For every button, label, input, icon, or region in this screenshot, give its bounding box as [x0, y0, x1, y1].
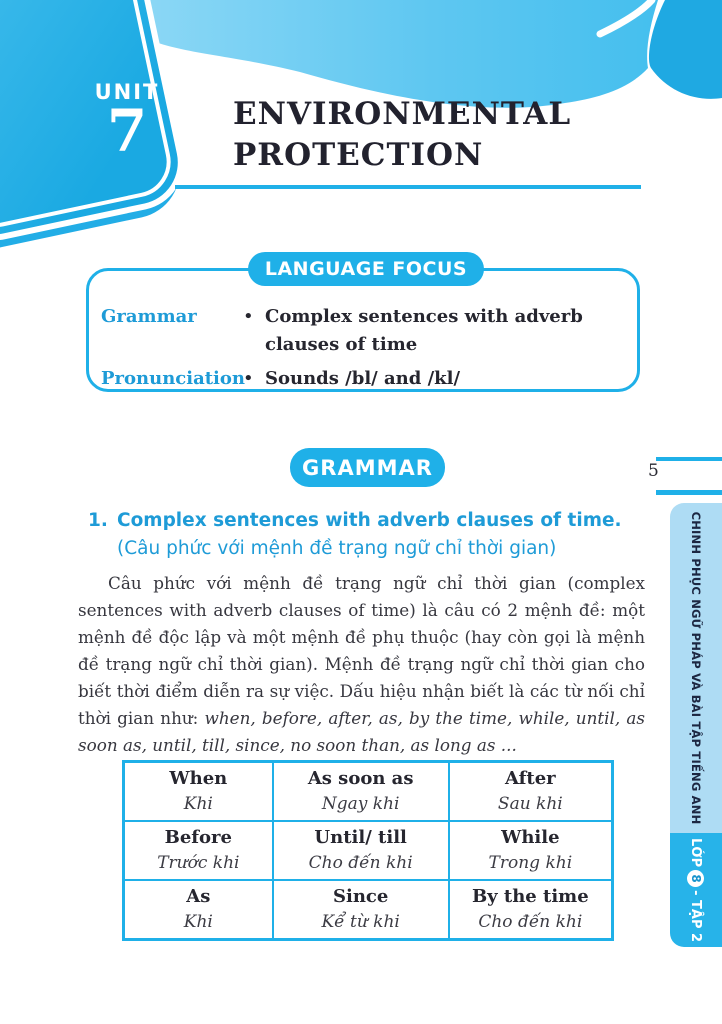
page-title-line1: ENVIRONMENTAL [233, 96, 572, 132]
section-heading [88, 510, 622, 531]
cell-en: As [186, 886, 211, 907]
focus-row-grammar [101, 303, 623, 359]
focus-label: Grammar [101, 306, 197, 327]
cell-en: When [169, 768, 228, 789]
focus-text: Complex sentences with adverb clauses of time [265, 306, 583, 355]
paragraph-text: Câu phức với mệnh đề trạng ngữ chỉ thời gian (complex sentences with adverb clauses of time) là câu có 2 mệnh đề: một mệnh đề độc lập và một mệnh đề phụ thuộc (hay còn gọi là mệnh đề trạng ngữ chỉ thời gian). Mệnh đề trạng ngữ chỉ thời gian cho biết thời điểm diễn ra sự việc. Dấu hiệu nhận biết là các từ nối chỉ thời gian như: [78, 573, 645, 728]
cell-vi: Khi [183, 912, 213, 932]
cell-vi: Trong khi [488, 853, 573, 873]
cell-vi: Cho đến khi [308, 853, 413, 873]
page-number-rule-top [656, 457, 722, 461]
language-focus-box [86, 268, 640, 392]
cell-en: As soon as [307, 768, 414, 789]
sidebar-tab-series [670, 503, 722, 833]
cell-vi: Cho đến khi [478, 912, 583, 932]
section-heading-vi: (Câu phức với mệnh đề trạng ngữ chỉ thời gian) [117, 538, 557, 559]
cell-en: By the time [471, 886, 589, 907]
volume-number-badge: 8 [688, 870, 705, 887]
table-cell [124, 821, 273, 880]
page-title-line2: PROTECTION [233, 137, 484, 173]
focus-row-pronunciation [101, 365, 623, 393]
table-cell [273, 762, 449, 822]
bullet-icon: • [243, 368, 254, 389]
cell-vi: Khi [183, 794, 213, 814]
focus-text: Sounds /bl/ and /kl/ [265, 368, 461, 389]
table-row [124, 821, 613, 880]
section-heading-text: Complex sentences with adverb clauses of time. [117, 510, 622, 531]
table-cell [273, 880, 449, 940]
table-cell [449, 762, 613, 822]
title-underline [175, 185, 641, 189]
conjunction-table [122, 760, 614, 941]
cell-vi: Sau khi [497, 794, 563, 814]
header-wedge-shape [649, 0, 722, 99]
table-row [124, 880, 613, 940]
table-cell [273, 821, 449, 880]
grammar-badge: GRAMMAR [290, 448, 445, 487]
language-focus-badge: LANGUAGE FOCUS [248, 252, 484, 286]
cell-en: Before [164, 827, 232, 848]
sidebar-volume-text [670, 833, 722, 947]
table-cell [449, 821, 613, 880]
section-number: 1. [88, 510, 108, 531]
table-cell [124, 880, 273, 940]
sidebar-series-title: CHINH PHỤC NGỮ PHÁP VÀ BÀI TẬP TIẾNG ANH [689, 511, 703, 825]
paragraph-italic-text: when, before, after, as, by the time, while, until, as soon as, until, till, since, no soon than, as long as ... [78, 708, 645, 755]
cell-vi: Ngay khi [321, 794, 400, 814]
table-cell [449, 880, 613, 940]
page-number: 5 [648, 461, 659, 481]
cell-en: Since [332, 886, 389, 907]
volume-suffix: - TẬP 2 [688, 890, 704, 943]
cell-en: Until/ till [314, 827, 407, 848]
cell-en: While [501, 827, 560, 848]
table-cell [124, 762, 273, 822]
body-paragraph [78, 570, 645, 759]
page-number-rule-bottom [656, 490, 722, 495]
cell-en: After [505, 768, 556, 789]
unit-label: UNIT [94, 80, 160, 104]
page-title [233, 94, 653, 176]
focus-label: Pronunciation [101, 368, 245, 389]
cell-vi: Kể từ khi [321, 912, 400, 932]
header-band-shape [95, 0, 658, 108]
volume-prefix: LỚP [688, 837, 704, 868]
unit-number: 7 [106, 97, 148, 165]
cell-vi: Trước khi [157, 853, 240, 873]
sidebar-tab-volume [670, 833, 722, 947]
table-row [124, 762, 613, 822]
bullet-icon: • [243, 306, 254, 327]
